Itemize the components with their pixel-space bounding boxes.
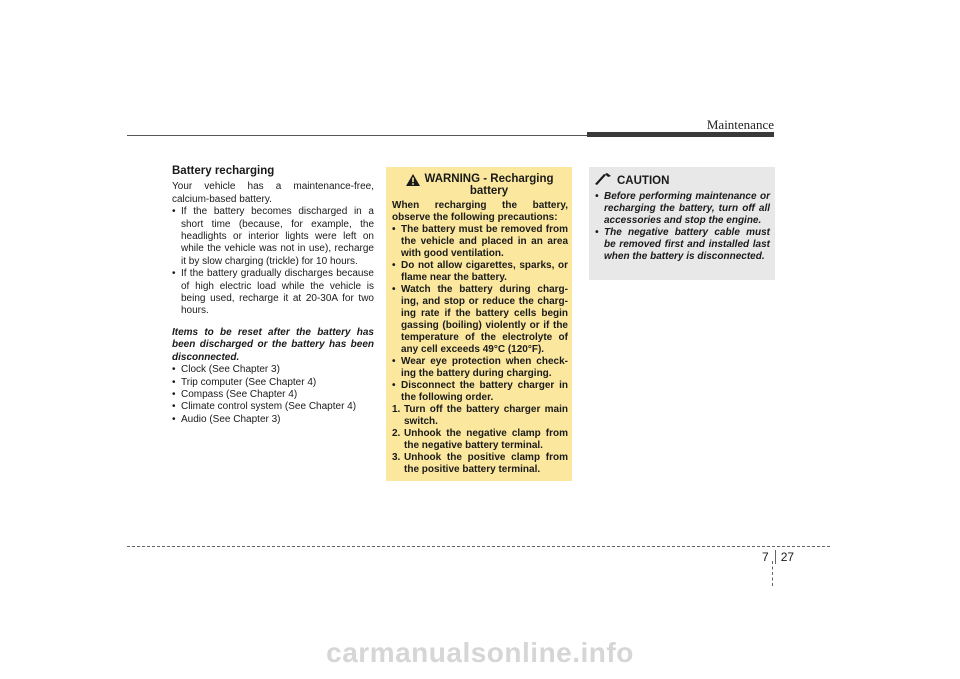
caution-header xyxy=(595,173,770,189)
list-item: • Trip computer (See Chapter 4) xyxy=(172,377,374,389)
list-item: • The battery must be removed from the vehicle and placed in an area with good ventilation. xyxy=(392,224,568,260)
header-rule xyxy=(127,135,587,136)
intro-paragraph: Your vehicle has a maintenance-free, calcium-based battery. xyxy=(172,181,374,205)
list-item: • Watch the battery during charg-ing, and stop or reduce the charg-ing rate if the battery cells begin gassing (boiling) violently or if the temperature of the electrolyte of any cell exceeds 49°C (120°F). xyxy=(392,284,568,356)
caution-slash-icon xyxy=(595,173,611,189)
warning-triangle-icon xyxy=(406,174,420,190)
reset-note: Items to be reset after the battery has been discharged or the battery has been disconnected. xyxy=(172,326,374,363)
header-rule-accent xyxy=(587,132,774,137)
list-item xyxy=(392,428,568,452)
list-item: • Disconnect the battery charger in the following order. xyxy=(392,380,568,404)
caution-title: CAUTION xyxy=(617,175,670,187)
step-number: 3. xyxy=(392,452,401,463)
warning-bullet-list xyxy=(392,224,568,404)
warning-title xyxy=(424,173,553,197)
list-item: • Do not allow cigarettes, sparks, or flame near the battery. xyxy=(392,260,568,284)
list-item: • Wear eye protection when check-ing the battery during charging. xyxy=(392,356,568,380)
list-item: • Audio (See Chapter 3) xyxy=(172,414,374,426)
step-number: 2. xyxy=(392,428,401,439)
footer-vertical-rule xyxy=(772,561,773,586)
list-item: • Clock (See Chapter 3) xyxy=(172,364,374,376)
watermark: carmanualsonline.info xyxy=(326,637,634,668)
step-text: Unhook the negative clamp from the negative battery terminal. xyxy=(404,428,568,451)
list-item: • Climate control system (See Chapter 4) xyxy=(172,401,374,413)
warning-box xyxy=(386,167,572,481)
page-number-value: 27 xyxy=(780,550,795,564)
heading-battery-recharging: Battery recharging xyxy=(172,165,275,177)
list-item: • If the battery gradually discharges because of high electric load while the vehicle is being used, recharge it at 20-30A for two hours. xyxy=(172,268,374,318)
caution-box xyxy=(589,167,775,280)
list-item: • Compass (See Chapter 4) xyxy=(172,389,374,401)
list-item xyxy=(392,404,568,428)
chapter-number: 7 xyxy=(762,550,776,564)
caution-bullet-list xyxy=(595,191,770,263)
warning-header xyxy=(392,173,568,197)
page-number xyxy=(762,550,794,564)
list-item: • Before performing maintenance or recharging the battery, turn off all accessories and stop the engine. xyxy=(595,191,770,227)
list-item: • The negative battery cable must be removed first and installed last when the battery is disconnected. xyxy=(595,227,770,263)
list-item: • If the battery becomes discharged in a short time (because, for example, the headlights or interior lights were left on while the vehicle was not in use), recharge it by slow charging (trickle) for 10 hours. xyxy=(172,206,374,268)
step-text: Unhook the positive clamp from the positive battery terminal. xyxy=(404,452,568,475)
warning-title-line1: WARNING - Recharging xyxy=(424,173,554,185)
section-title: Maintenance xyxy=(706,117,774,132)
warning-title-line2: battery xyxy=(469,185,509,197)
warning-steps-list xyxy=(392,404,568,476)
left-column xyxy=(172,165,374,426)
footer-rule xyxy=(127,546,830,547)
recharge-bullet-list xyxy=(172,206,374,318)
warning-intro: When recharging the battery, observe the following precautions: xyxy=(392,200,568,223)
list-item xyxy=(392,452,568,476)
reset-items-list xyxy=(172,364,374,426)
step-number: 1. xyxy=(392,404,401,415)
step-text: Turn off the battery charger main switch. xyxy=(404,404,568,427)
